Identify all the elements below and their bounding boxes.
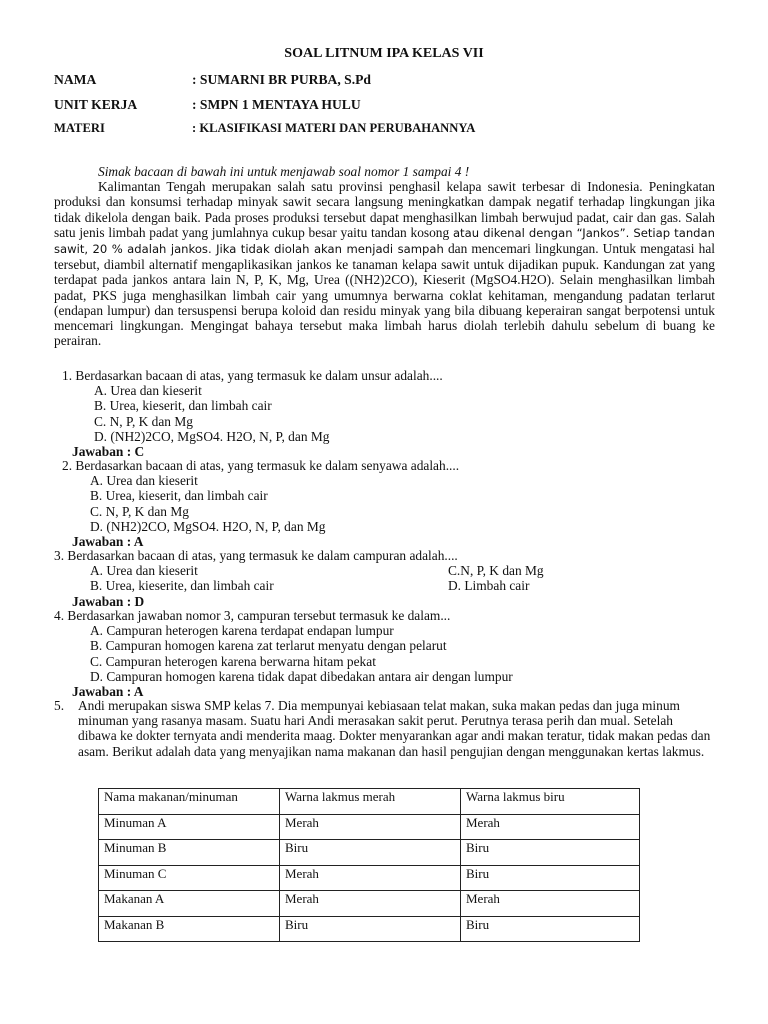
passage-body-part2: atau dikenal dengan “Jankos”. Setiap tandan sawit, 20 % adalah jankos. Jika tidak diolah akan menjadi sampah (54, 225, 715, 257)
question-stem: 1. Berdasarkan bacaan di atas, yang termasuk ke dalam unsur adalah.... (62, 368, 443, 383)
question-4 (0, 608, 768, 699)
meta-row-materi (54, 121, 475, 136)
table-header-row (99, 789, 640, 815)
option-c: C.N, P, K dan Mg (448, 563, 544, 579)
answer: Jawaban : A (72, 684, 144, 700)
option-b: B. Urea, kieserite, dan limbah cair (90, 578, 274, 594)
table-header-cell: Warna lakmus biru (461, 789, 640, 815)
table-row (99, 865, 640, 891)
table-header-cell: Nama makanan/minuman (99, 789, 280, 815)
meta-key: NAMA (54, 72, 97, 87)
table-cell: Merah (280, 891, 461, 917)
table-cell: Biru (461, 840, 640, 866)
option-b: B. Urea, kieserit, dan limbah cair (90, 488, 268, 504)
passage-intro: Simak bacaan di bawah ini untuk menjawab soal nomor 1 sampai 4 ! (98, 164, 470, 179)
option-c: C. N, P, K dan Mg (90, 503, 189, 519)
option-b: B. Urea, kieserit, dan limbah cair (94, 398, 272, 414)
table-cell: Merah (280, 865, 461, 891)
passage-body-part3: dan mencemari lingkungan. Untuk mengatasi hal tersebut, diambil alternatif mengaplikasikan jankos ke tanaman kelapa sawit untuk dijadikan pupuk. Kandungan zat yang terdapat pada jankos antara lain N, P, K, Mg, Urea ((NH2)2CO), Kieserit (MgSO4.H2O). Selain menghasilkan limbah padat, PKS juga menghasilkan limbah cair yang umumnya berwarna coklat kehitaman, mengandung padatan terlarut (endapan lumpur) dan tersuspensi berupa koloid dan residu minyak yang bila dibuang keperairan sangat berpotensi untuk mencemari lingkungan. Mengingat bahaya tersebut maka limbah harus diolah terlebih dahulu sebelum di buang ke perairan. (54, 241, 715, 349)
meta-value: : KLASIFIKASI MATERI DAN PERUBAHANNYA (192, 121, 476, 135)
option-a: A. Urea dan kieserit (90, 563, 198, 579)
meta-key: UNIT KERJA (54, 97, 138, 112)
table-row (99, 814, 640, 840)
options-row (0, 578, 768, 593)
question-stem: 4. Berdasarkan jawaban nomor 3, campuran tersebut termasuk ke dalam... (54, 608, 451, 623)
table-cell: Merah (280, 814, 461, 840)
option-d: D. (NH2)2CO, MgSO4. H2O, N, P, dan Mg (94, 428, 330, 444)
question-number: 5. (54, 698, 65, 713)
option-d: D. (NH2)2CO, MgSO4. H2O, N, P, dan Mg (90, 518, 326, 534)
table-cell: Makanan B (99, 916, 280, 942)
table-cell: Biru (461, 865, 640, 891)
option-c: C. Campuran heterogen karena berwarna hitam pekat (90, 653, 376, 669)
question-stem: 3. Berdasarkan bacaan di atas, yang termasuk ke dalam campuran adalah.... (54, 548, 458, 563)
table-cell: Biru (280, 840, 461, 866)
option-b: B. Campuran homogen karena zat terlarut menyatu dengan pelarut (90, 638, 447, 654)
passage-body (54, 179, 715, 348)
question-stem: 2. Berdasarkan bacaan di atas, yang termasuk ke dalam senyawa adalah.... (62, 458, 460, 473)
option-d: D. Limbah cair (448, 578, 530, 594)
question-2 (0, 458, 768, 549)
question-text: Andi merupakan siswa SMP kelas 7. Dia mempunyai kebiasaan telat makan, suka makan pedas dan juga minum minuman yang rasanya masam. Suatu hari Andi merasakan sakit perut. Perutnya terasa perih dan mual. Setelah dibawa ke dokter ternyata andi menderita maag. Dokter menyarankan agar andi makan teratur, tidak makan pedas dan asam. Berikut adalah data yang menyajikan nama makanan dan hasil pengujian dengan menggunakan kertas lakmus. (78, 698, 711, 759)
option-a: A. Urea dan kieserit (94, 383, 202, 399)
table-cell: Minuman A (99, 814, 280, 840)
answer: Jawaban : C (72, 444, 145, 460)
table-header-cell: Warna lakmus merah (280, 789, 461, 815)
meta-key: MATERI (54, 121, 105, 135)
table-cell: Biru (280, 916, 461, 942)
answer: Jawaban : D (72, 593, 145, 609)
table-row (99, 891, 640, 917)
table-cell: Merah (461, 814, 640, 840)
table-row (99, 840, 640, 866)
table-cell: Makanan A (99, 891, 280, 917)
meta-row-nama (54, 72, 371, 87)
table-row (99, 916, 640, 942)
passage-body-part1: Kalimantan Tengah merupakan salah satu provinsi penghasil kelapa sawit terbesar di Indonesia. Peningkatan produksi dan konsumsi terhadap minyak sawit secara langsung meningkatkan dampak negatif terhadap lingkungan jika tidak dikelola dengan baik. Pada proses produksi tersebut dapat menghasilkan limbah berwujud padat, cair dan gas. Salah satu jenis limbah padat yang jumlahnya cukup besar yaitu tandan kosong (54, 179, 715, 240)
question-3 (0, 548, 768, 609)
table-cell: Minuman B (99, 840, 280, 866)
option-a: A. Campuran heterogen karena terdapat endapan lumpur (90, 623, 394, 639)
meta-value: : SMPN 1 MENTAYA HULU (192, 97, 361, 112)
option-a: A. Urea dan kieserit (90, 473, 198, 489)
table-cell: Merah (461, 891, 640, 917)
question-1 (0, 368, 768, 459)
table-cell: Biru (461, 916, 640, 942)
reading-passage (54, 164, 715, 348)
page-title: SOAL LITNUM IPA KELAS VII (284, 46, 484, 61)
meta-value: : SUMARNI BR PURBA, S.Pd (192, 72, 371, 87)
option-d: D. Campuran homogen karena tidak dapat dibedakan antara air dengan lumpur (90, 668, 513, 684)
answer: Jawaban : A (72, 534, 144, 550)
meta-row-unit-kerja (54, 97, 361, 112)
question-5 (54, 698, 714, 759)
options-row (0, 563, 768, 578)
table-cell: Minuman C (99, 865, 280, 891)
option-c: C. N, P, K dan Mg (94, 413, 193, 429)
litmus-table (98, 788, 640, 942)
